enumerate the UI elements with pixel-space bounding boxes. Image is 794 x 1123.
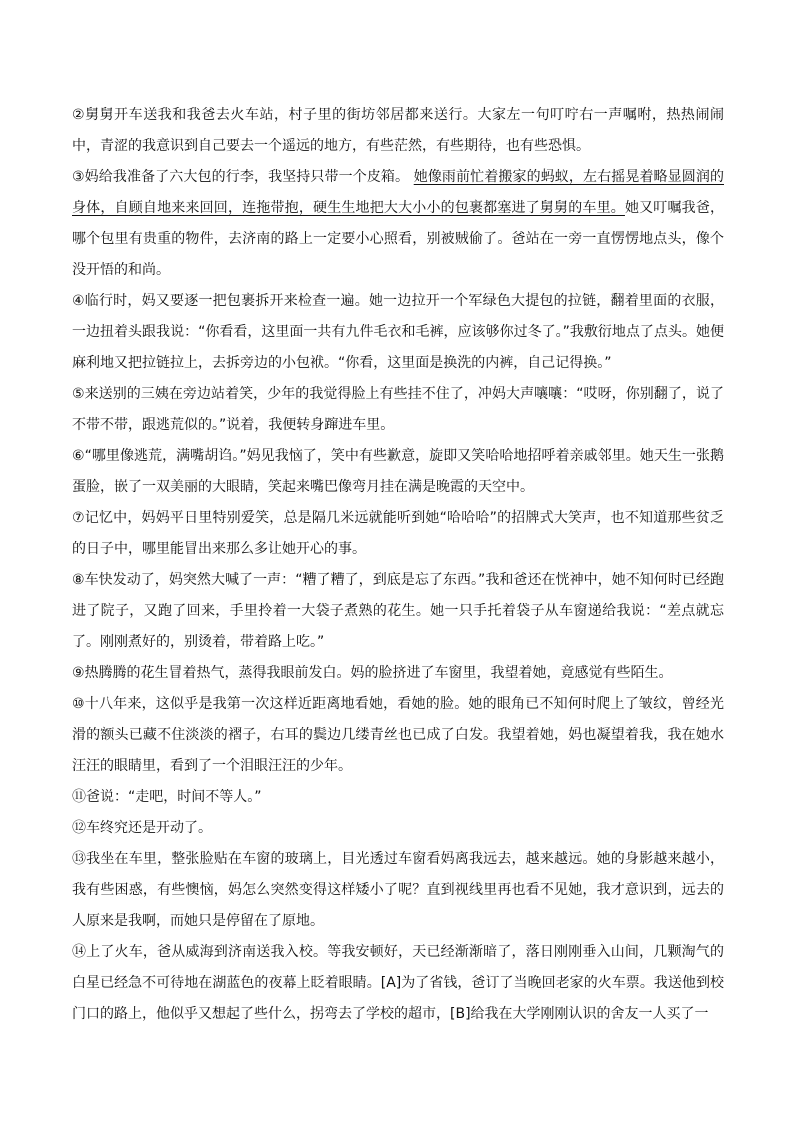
paragraph-11: ⑪爸说：“走吧，时间不等人。” [72,789,262,805]
paragraph-3 [72,162,724,286]
paragraph-7: ⑦记忆中，妈妈平日里特别爱笑，总是隔几米远就能听到她“哈哈哈”的招牌式大笑声，也不知道那些贫乏的日子中，哪里能冒出来那么多让她开心的事。 [72,510,724,557]
paragraph-13: ⑬我坐在车里，整张脸贴在车窗的玻璃上，目光透过车窗看妈离我远去，越来越远。她的身影越来越小，我有些困惑，有些懊恼，妈怎么突然变得这样矮小了呢？直到视线里再也看不见她，我才意识到，远去的人原来是我啊，而她只是停留在了原地。 [72,851,724,929]
paragraph-12: ⑫车终究还是开动了。 [72,820,212,836]
paragraph-3-intro: ③妈给我准备了六大包的行李，我坚持只带一个皮箱。 [72,169,410,185]
paragraph-4: ④临行时，妈又要逐一把包裹拆开来检查一遍。她一边拉开一个军绿色大提包的拉链，翻着里面的衣服，一边扭着头跟我说：“你看看，这里面一共有九件毛衣和毛裤，应该够你过冬了。”我敷衍地点了点头。她便麻利地又把拉链拉上，去拆旁边的小包袱。“你看，这里面是换洗的内裤，自己记得换。” [72,293,724,371]
paragraph-10: ⑩十八年来，这似乎是我第一次这样近距离地看她，看她的脸。她的眼角已不知何时爬上了皱纹，曾经光滑的额头已藏不住淡淡的褶子，右耳的鬓边几缕青丝也已成了白发。我望着她，妈也凝望着我，我在她水汪汪的眼睛里，看到了一个泪眼汪汪的少年。 [72,696,724,774]
underlined-sentence: 她像雨前忙着搬家的蚂蚁，左右摇晃着略显圆润的身体，自顾自地来来回回，连拖带抱，硬生生地把大大小小的包裹都塞进了舅舅的车里。 [72,169,724,216]
paragraph-3-rest: 她又叮嘱我爸，哪个包里有贵重的物件，去济南的路上一定要小心照看，别被贼偷了。爸站在一旁一直愣愣地点头，像个没开悟的和尚。 [72,200,725,278]
paragraph-5: ⑤来送别的三姨在旁边站着笑，少年的我觉得脸上有些挂不住了，冲妈大声嚷嚷：“哎呀，你别翻了，说了不带不带，跟逃荒似的。”说着，我便转身蹿进车里。 [72,386,724,433]
document-page [72,100,724,1030]
paragraph-9: ⑨热腾腾的花生冒着热气，蒸得我眼前发白。妈的脸挤进了车窗里，我望着她，竟感觉有些陌生。 [72,665,673,681]
paragraph-14: ⑭上了火车，爸从威海到济南送我入校。等我安顿好，天已经渐渐暗了，落日刚刚垂入山间，几颗淘气的白星已经急不可待地在湖蓝色的夜幕上眨着眼睛。[A]为了省钱，爸订了当晚回老家的火车票。我送他到校门口的路上，他似乎又想起了些什么，拐弯去了学校的超市，[B]给我在大学刚刚认识的舍友一人买了一 [72,944,724,1022]
paragraph-8: ⑧车快发动了，妈突然大喊了一声：“糟了糟了，到底是忘了东西。”我和爸还在恍神中，她不知何时已经跑进了院子，又跑了回来，手里拎着一大袋子煮熟的花生。她一只手托着袋子从车窗递给我说：“差点就忘了。刚刚煮好的，别烫着，带着路上吃。” [72,572,724,650]
paragraph-2: ②舅舅开车送我和我爸去火车站，村子里的街坊邻居都来送行。大家左一句叮咛右一声嘱咐，热热闹闹中，青涩的我意识到自己要去一个遥远的地方，有些茫然，有些期待，也有些恐惧。 [72,107,724,154]
paragraph-6: ⑥“哪里像逃荒，满嘴胡诌。”妈见我恼了，笑中有些歉意，旋即又笑哈哈地招呼着亲戚邻里。她天生一张鹅蛋脸，嵌了一双美丽的大眼睛，笑起来嘴巴像弯月挂在满是晚霞的天空中。 [72,448,724,495]
